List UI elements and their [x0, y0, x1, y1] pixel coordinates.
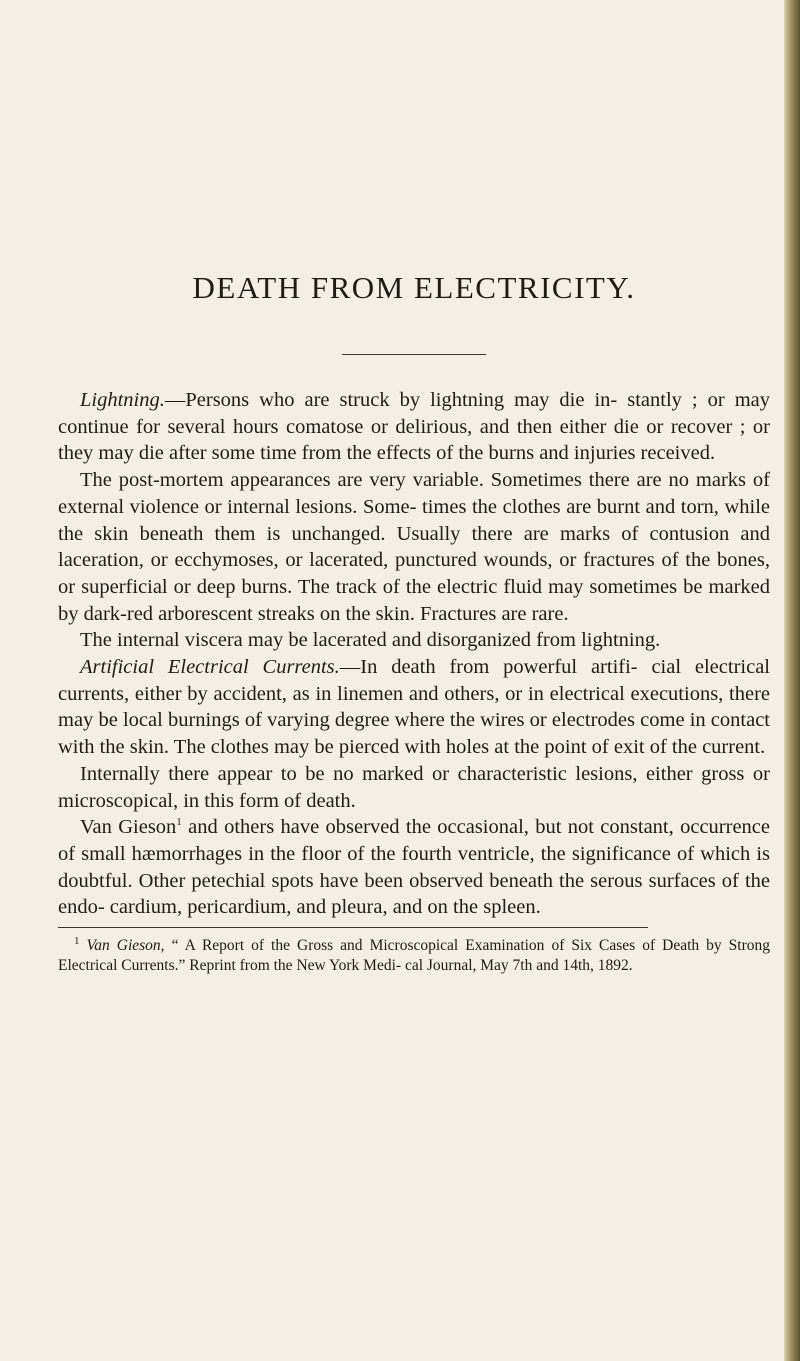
footnote-marker: 1	[74, 934, 80, 947]
lead-lightning: Lightning.	[80, 389, 165, 411]
paragraph-text: and others have observed the occasional, but not constant, occurrence of small hæmorrhages in the floor of the fourth ventricle, the significance of which is doubtful. Other petechial spots have been observed beneath the serous surfaces of the endo- cardium, pericardium, and pleura, and on the spleen.	[58, 816, 770, 919]
paragraph-text: The internal viscera may be lacerated and disorganized from lightning.	[80, 629, 661, 652]
page-edge-shadow	[784, 0, 800, 1361]
paragraph-post-mortem	[58, 467, 770, 627]
paragraph-viscera	[58, 627, 770, 654]
paragraph-text: Internally there appear to be no marked or characteristic lesions, either gross or microscopical, in this form of death.	[58, 762, 770, 812]
paragraph-text: —Persons who are struck by lightning may die in- stantly ; or may continue for several hours comatose or delirious, and then either die or recover ; or they may die after some time from the effects of the burns and injuries received.	[58, 389, 770, 465]
paragraph-text: —In death from powerful artifi- cial electrical currents, either by accident, as in linemen and others, or in electrical executions, there may be local burnings of varying degree where the wires or electrodes come in contact with the skin. The clothes may be pierced with holes at the point of exit of the current.	[58, 656, 770, 759]
van-gieson-name: Van Gieson	[80, 816, 177, 839]
lead-artificial: Artificial Electrical Currents.	[80, 656, 340, 679]
page-title: DEATH FROM ELECTRICITY.	[192, 270, 636, 305]
page-content	[58, 270, 770, 976]
paragraph-lightning	[58, 387, 770, 467]
footnote	[58, 936, 770, 976]
paragraph-text: The post-mortem appearances are very variable. Sometimes there are no marks of external violence or internal lesions. Some- times the clothes are burnt and torn, while the skin beneath them is unchanged. Usually there are marks of contusion and laceration, or ecchymoses, or lacerated, punctured wounds, or fractures of the bones, or superficial or deep burns. The track of the electric fluid may sometimes be marked by dark-red arborescent streaks on the skin. Fractures are rare.	[58, 469, 770, 625]
paragraph-internal	[58, 761, 770, 814]
title-rule	[342, 354, 486, 355]
footnote-ref[interactable]: 1	[176, 816, 182, 829]
paragraph-artificial	[58, 654, 770, 761]
footnote-author: Van Gieson,	[86, 937, 165, 955]
footnote-rule	[58, 927, 648, 928]
footnote-text: “ A Report of the Gross and Microscopical Examination of Six Cases of Death by Strong Electrical Currents.” Reprint from the New York Medi- cal Journal, May 7th and 14th, 1892.	[58, 937, 770, 975]
paragraph-van-gieson	[58, 814, 770, 921]
body-text	[58, 387, 770, 921]
